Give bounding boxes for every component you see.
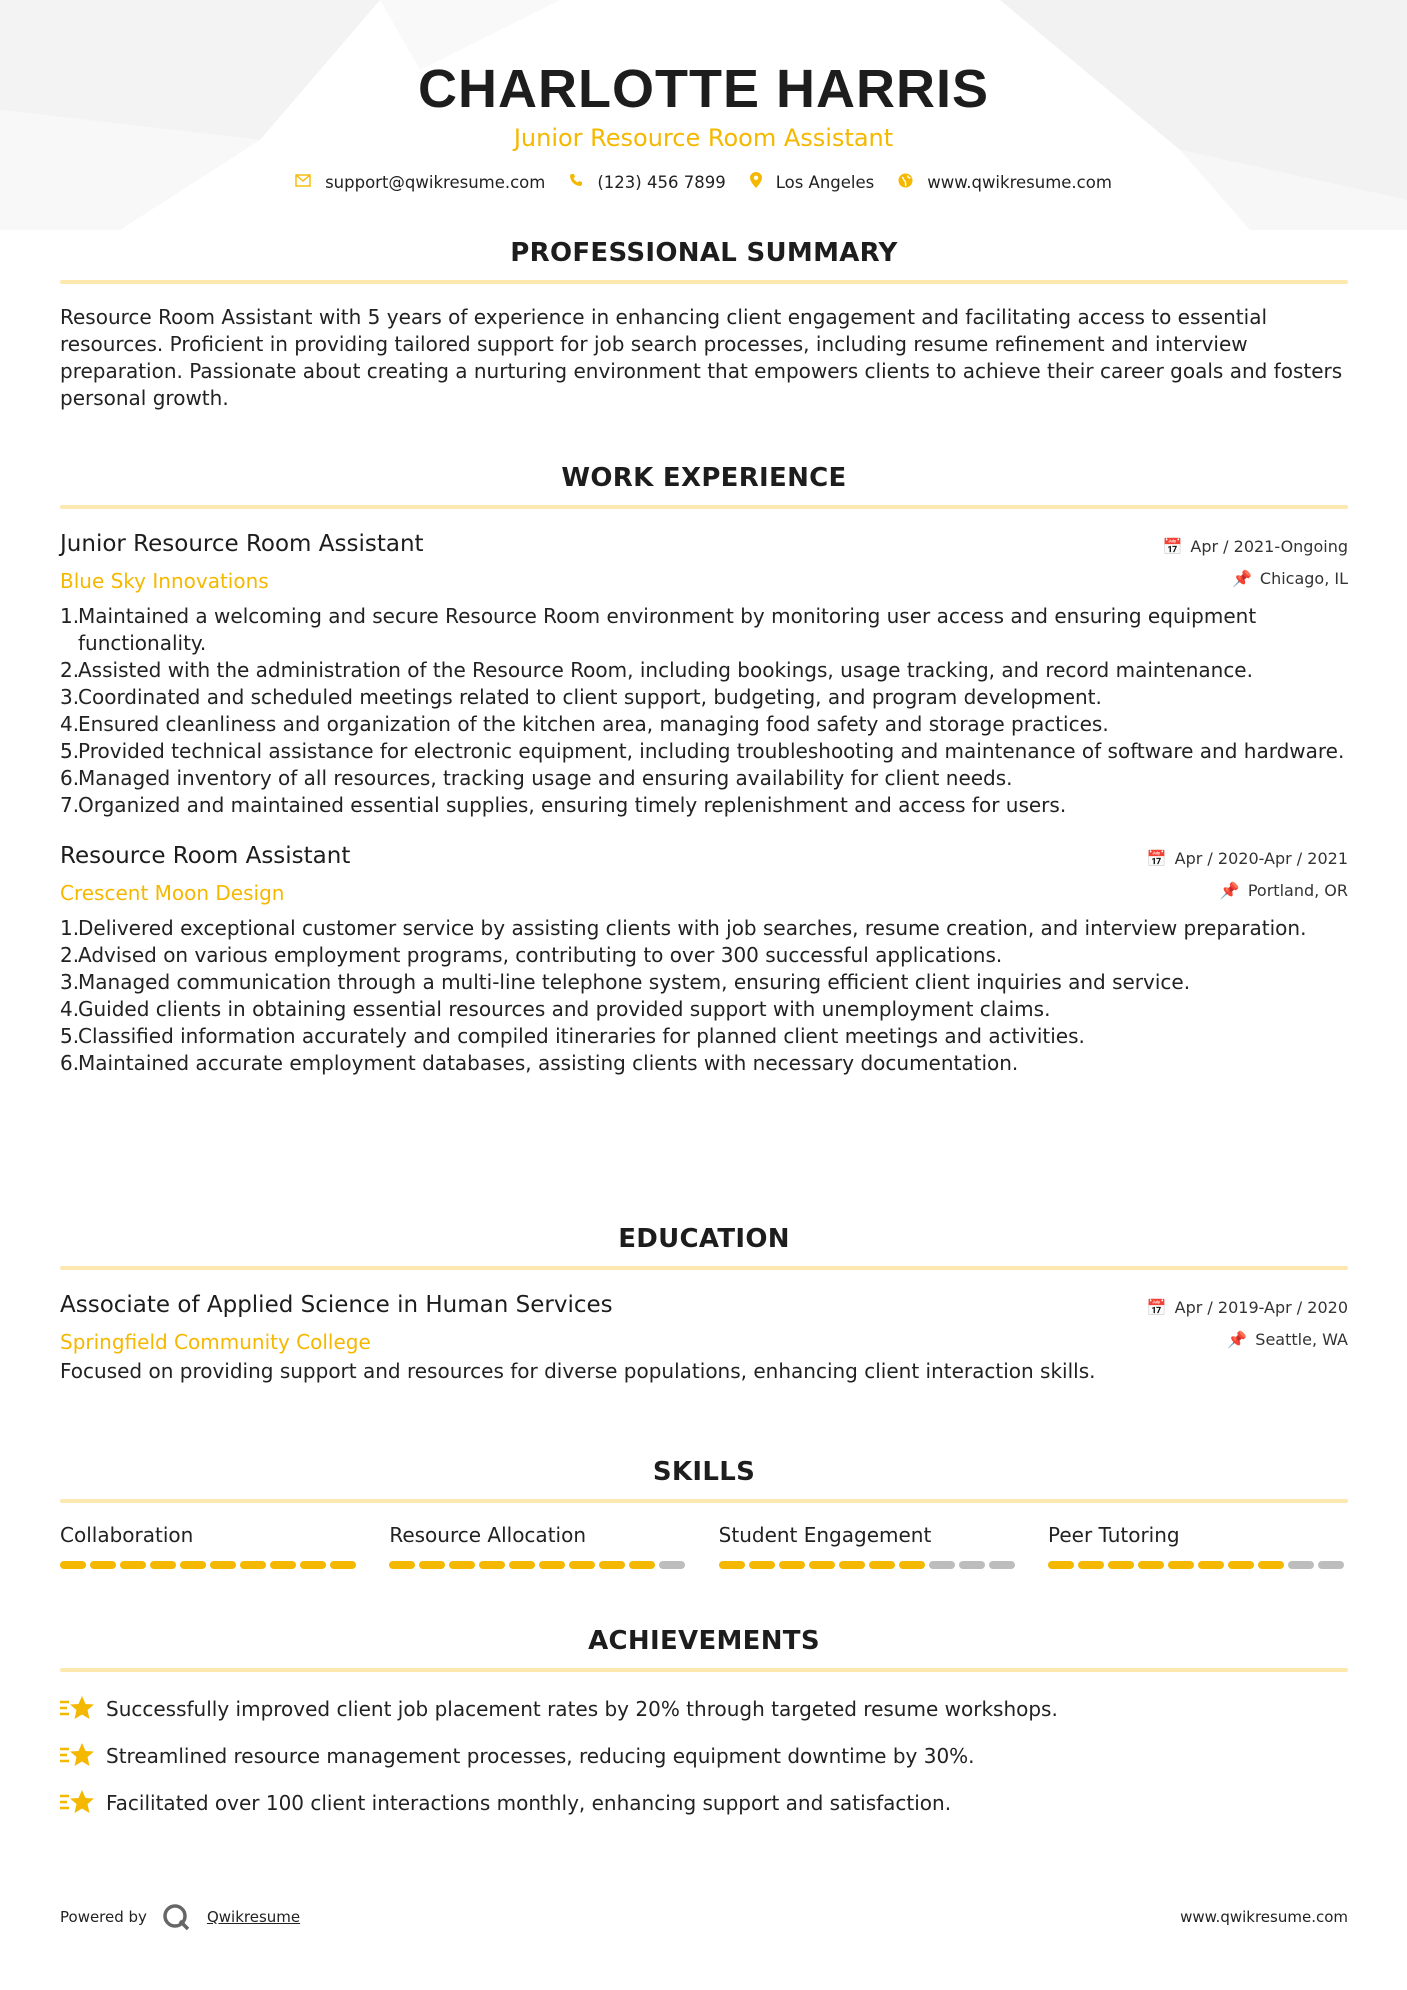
skill-dot-filled (809, 1561, 835, 1569)
pin-icon: 📌 (1231, 569, 1252, 588)
skill-dot-filled (839, 1561, 865, 1569)
job-title: Resource Room Assistant (60, 843, 351, 869)
skill-meter (60, 1561, 360, 1569)
job-entry (60, 843, 1348, 1077)
job-title: Junior Resource Room Assistant (60, 531, 424, 557)
skill-dot-empty (959, 1561, 985, 1569)
job-company: Crescent Moon Design (60, 881, 285, 905)
skill-dot-filled (90, 1561, 116, 1569)
contact-website[interactable] (898, 173, 1112, 192)
skill-dot-filled (449, 1561, 475, 1569)
achievements-title: ACHIEVEMENTS (588, 1626, 820, 1656)
skills-title: SKILLS (652, 1457, 756, 1487)
skill-dot-filled (330, 1561, 356, 1569)
skill-dot-empty (1318, 1561, 1344, 1569)
achievement-item (60, 1788, 1348, 1818)
contact-phone[interactable] (569, 173, 725, 192)
list-item: 6. Managed inventory of all resources, tracking usage and ensuring availability for client needs. (60, 766, 1013, 790)
school-name: Springfield Community College (60, 1330, 371, 1354)
job-bullets (60, 603, 1348, 819)
list-item: 4. Ensured cleanliness and organization of the kitchen area, managing food safety and storage practices. (60, 712, 1109, 736)
map-pin-icon (750, 172, 762, 192)
footer (60, 1902, 1348, 1932)
section-divider (60, 505, 1348, 509)
skill-dot-filled (749, 1561, 775, 1569)
list-item: 1. Maintained a welcoming and secure Resource Room environment by monitoring user access and ensuring equipment functionality. (60, 604, 1257, 655)
skill-label: Resource Allocation (389, 1523, 586, 1547)
globe-icon (898, 173, 913, 192)
skill-dot-filled (509, 1561, 535, 1569)
job-bullets (60, 915, 1348, 1077)
contact-location-text: Los Angeles (775, 172, 875, 192)
job-date: 📅 Apr / 2021-Ongoing (1162, 537, 1348, 556)
pin-icon: 📌 (1227, 1330, 1248, 1349)
skill-dot-filled (599, 1561, 625, 1569)
skill-dot-empty (659, 1561, 685, 1569)
section-divider (60, 1668, 1348, 1672)
calendar-icon: 📅 (1146, 1298, 1167, 1317)
calendar-icon: 📅 (1146, 849, 1167, 868)
education-date: 📅 Apr / 2019-Apr / 2020 (1146, 1298, 1348, 1317)
skill-item (60, 1523, 360, 1569)
star-icon (60, 1741, 96, 1771)
achievement-text: Streamlined resource management processes, reducing equipment downtime by 30%. (106, 1744, 975, 1768)
skill-item (389, 1523, 689, 1569)
skill-dot-filled (1228, 1561, 1254, 1569)
skill-dot-empty (989, 1561, 1015, 1569)
skill-dot-filled (120, 1561, 146, 1569)
list-item: 3. Managed communication through a multi-line telephone system, ensuring efficient client inquiries and service. (60, 970, 1191, 994)
achievement-text: Successfully improved client job placement rates by 20% through targeted resume workshops. (106, 1697, 1058, 1721)
summary-section (60, 238, 1348, 412)
job-location: 📌 Portland, OR (1219, 881, 1348, 900)
list-item: 2. Assisted with the administration of the Resource Room, including bookings, usage tracking, and record maintenance. (60, 658, 1253, 682)
skill-dot-filled (1168, 1561, 1194, 1569)
experience-title: WORK EXPERIENCE (561, 463, 847, 493)
skill-dot-filled (1258, 1561, 1284, 1569)
skill-meter (719, 1561, 1019, 1569)
experience-section (60, 463, 1348, 1077)
job-date: 📅 Apr / 2020-Apr / 2021 (1146, 849, 1348, 868)
skill-dot-filled (1138, 1561, 1164, 1569)
skill-dot-empty (929, 1561, 955, 1569)
skill-dot-filled (1048, 1561, 1074, 1569)
powered-by-label: Powered by (60, 1908, 147, 1926)
skill-label: Collaboration (60, 1523, 194, 1547)
job-location: 📌 Chicago, IL (1231, 569, 1348, 588)
summary-text: Resource Room Assistant with 5 years of experience in enhancing client engagement and facilitating access to essential resources. Proficient in providing tailored support for job search processes, including resume refinement and interview preparation. Passionate about creating a nurturing environment that empowers clients to achieve their career goals and fosters personal growth. (60, 305, 1343, 410)
envelope-icon (295, 173, 311, 191)
contact-location (750, 172, 875, 192)
section-divider (60, 1499, 1348, 1503)
phone-icon (569, 173, 583, 191)
skills-row (60, 1523, 1348, 1569)
skill-dot-filled (1198, 1561, 1224, 1569)
pin-icon: 📌 (1219, 881, 1240, 900)
job-entry (60, 531, 1348, 819)
skill-meter (389, 1561, 689, 1569)
list-item: 4. Guided clients in obtaining essential resources and provided support with unemployment claims. (60, 997, 1051, 1021)
list-item: 7. Organized and maintained essential supplies, ensuring timely replenishment and access for users. (60, 793, 1067, 817)
skill-meter (1048, 1561, 1348, 1569)
skill-dot-filled (1108, 1561, 1134, 1569)
candidate-role: Junior Resource Room Assistant (513, 124, 894, 152)
education-title: EDUCATION (618, 1224, 790, 1254)
skill-dot-filled (479, 1561, 505, 1569)
skill-dot-filled (869, 1561, 895, 1569)
skill-label: Peer Tutoring (1047, 1523, 1180, 1547)
list-item: 2. Advised on various employment programs, contributing to over 300 successful applications. (60, 943, 1003, 967)
list-item: 6. Maintained accurate employment databases, assisting clients with necessary documentation. (60, 1051, 1019, 1075)
contact-phone-text: (123) 456 7899 (597, 172, 726, 192)
skill-dot-filled (60, 1561, 86, 1569)
skill-dot-filled (569, 1561, 595, 1569)
star-icon (60, 1694, 96, 1724)
skill-dot-filled (539, 1561, 565, 1569)
star-icon (60, 1788, 96, 1818)
skill-dot-filled (210, 1561, 236, 1569)
education-location: 📌 Seattle, WA (1227, 1330, 1348, 1349)
summary-title: PROFESSIONAL SUMMARY (510, 238, 898, 268)
contact-website-text: www.qwikresume.com (927, 172, 1112, 192)
section-divider (60, 1266, 1348, 1270)
skill-dot-filled (779, 1561, 805, 1569)
skill-dot-filled (270, 1561, 296, 1569)
skill-dot-filled (1078, 1561, 1104, 1569)
candidate-name: CHARLOTTE HARRIS (418, 59, 989, 119)
achievement-item (60, 1694, 1348, 1724)
contact-bar (0, 172, 1407, 192)
contact-email[interactable] (295, 173, 545, 192)
contact-email-text: support@qwikresume.com (325, 172, 546, 192)
skill-item (1048, 1523, 1348, 1569)
list-item: 5. Provided technical assistance for electronic equipment, including troubleshooting and maintenance of software and hardware. (60, 739, 1345, 763)
achievement-item (60, 1741, 1348, 1771)
calendar-icon: 📅 (1162, 537, 1183, 556)
skill-dot-filled (389, 1561, 415, 1569)
skill-dot-filled (629, 1561, 655, 1569)
skills-section (60, 1457, 1348, 1569)
job-company: Blue Sky Innovations (60, 569, 269, 593)
skill-dot-filled (150, 1561, 176, 1569)
skill-dot-empty (1288, 1561, 1314, 1569)
footer-website-link[interactable]: www.qwikresume.com (1180, 1908, 1348, 1926)
skill-dot-filled (899, 1561, 925, 1569)
qwikresume-logo-icon (161, 1902, 191, 1932)
list-item: 1. Delivered exceptional customer service by assisting clients with job searches, resume creation, and interview preparation. (60, 916, 1307, 940)
qwikresume-link[interactable]: Qwikresume (206, 1908, 301, 1926)
skill-dot-filled (240, 1561, 266, 1569)
achievements-section (60, 1626, 1348, 1835)
skill-dot-filled (180, 1561, 206, 1569)
skill-item (719, 1523, 1019, 1569)
skill-dot-filled (300, 1561, 326, 1569)
section-divider (60, 280, 1348, 284)
degree-title: Associate of Applied Science in Human Services (60, 1292, 613, 1318)
achievement-text: Facilitated over 100 client interactions monthly, enhancing support and satisfaction. (106, 1791, 952, 1815)
education-description: Focused on providing support and resources for diverse populations, enhancing client interaction skills. (60, 1359, 1096, 1383)
skill-dot-filled (419, 1561, 445, 1569)
skill-dot-filled (719, 1561, 745, 1569)
list-item: 3. Coordinated and scheduled meetings related to client support, budgeting, and program development. (60, 685, 1102, 709)
list-item: 5. Classified information accurately and compiled itineraries for planned client meetings and activities. (60, 1024, 1085, 1048)
skill-label: Student Engagement (718, 1523, 932, 1547)
resume-header (0, 58, 1407, 152)
education-section (60, 1224, 1348, 1385)
